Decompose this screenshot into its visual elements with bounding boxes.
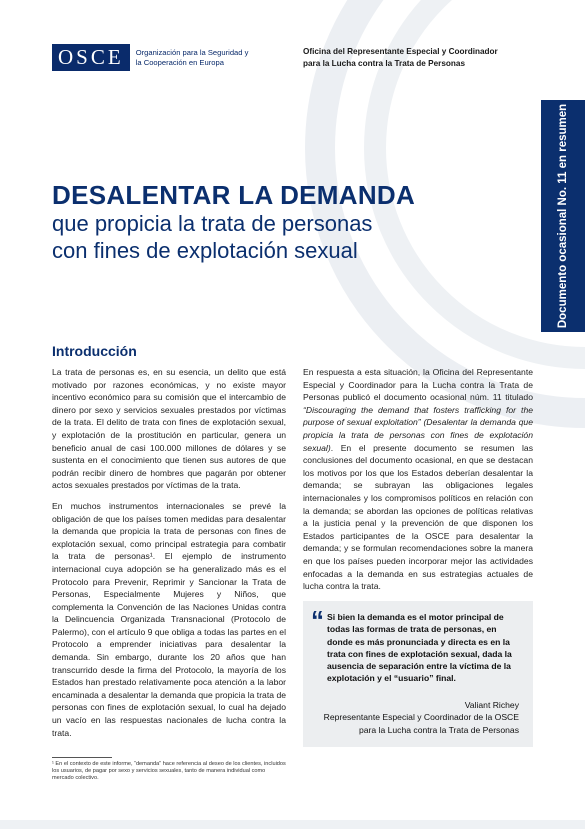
title-main: DESALENTAR LA DEMANDA xyxy=(52,180,416,210)
quote-attribution xyxy=(319,699,519,736)
quote-role: Representante Especial y Coordinador de la OSCE xyxy=(323,712,519,723)
title-sub-2: con fines de explotación sexual xyxy=(52,238,358,263)
pull-quote xyxy=(303,601,533,747)
organization-name: Organización para la Seguridad y la Cooperación en Europa xyxy=(135,48,249,67)
paragraph: En muchos instrumentos internacionales se prevé la obligación de que los países tomen medidas para desalentar la demanda que propicia la trata de personas con fines de explotación sexual, como principal estrategia para combatir la trata de personas¹. El ejemplo de instrumento internacional cuya adopción se ha generalizado más es el Protocolo para Prevenir, Reprimir y Sancionar la Trata de Personas, Especialmente Mujeres y Niños, que complementa la Convención de las Naciones Unidas contra la Delincuencia Organizada Transnacional (Protocolo de Palermo), con el artículo 9 que obliga a todas las partes en el Protocolo a emprender iniciativas para desalentar la demanda. Sin embargo, durante los 20 años que han transcurrido desde la firma del Protocolo, la mayoría de los Estados han prestado relativamente poca atención a la labor encaminada a desalentar la demanda que propicia la trata de personas con fines de explotación sexual, lo cual ha dejado un vacío en las respuestas nacionales de lucha contra la trata. xyxy=(52,500,286,738)
side-tab-label: Documento ocasional No. 11 en resumen xyxy=(557,103,569,329)
side-tab xyxy=(541,100,585,332)
section-heading: Introducción xyxy=(52,343,137,359)
footnote-rule xyxy=(52,757,112,758)
document-title xyxy=(52,180,502,264)
osce-logo xyxy=(52,44,256,71)
column-left xyxy=(52,366,286,747)
footnote xyxy=(52,757,286,782)
office-title: Oficina del Representante Especial y Coordinador para la Lucha contra la Trata de Personas xyxy=(303,47,498,68)
quote-mark-icon: “ xyxy=(311,605,324,635)
bottom-band xyxy=(0,820,585,829)
quote-author: Valiant Richey xyxy=(464,700,519,710)
column-right xyxy=(303,366,533,601)
osce-logo-mark: OSCE xyxy=(52,44,130,71)
paragraph: La trata de personas es, en su esencia, un delito que está motivado por razones económicas, y no existe mayor incentivo económico para su comisión que el intercambio de dinero por sexo y servicios sexuales prestados por víctimas de la trata. El delito de trata con fines de explotación sexual, y explotación de la prostitución en particular, genera un beneficio anual de casi 100.000 millones de dólares y se sustenta en el conocimiento que tienen sus autores de que podrán recibir dinero de hombres que pagarán por obtener actos sexuales prestados por víctimas de la trata. xyxy=(52,367,286,491)
footnote-text: ¹ En el contexto de este informe, “demanda” hace referencia al deseo de los clientes, incluidos los usuarios, de pagar por sexo y servicios sexuales, tanto de manera individual como mercado colectivo. xyxy=(52,761,286,781)
quote-text: Si bien la demanda es el motor principal de todas las formas de trata de personas, en donde es más pronunciada y directa es en la trata con fines de explotación sexual, dada la ausencia de separación entre la víctima de la explotación y el “usuario” final. xyxy=(327,612,512,684)
paragraph: En respuesta a esta situación, la Oficina del Representante Especial y Coordinador para la Lucha contra la Trata de Personas publicó el documento ocasional núm. 11 titulado “Discouraging the demand that fosters trafficking for the purpose of sexual exploitation” (Desalentar la demanda que propicia la trata de personas con fines de explotación sexual). En el presente documento se resumen las conclusiones del documento ocasional, en que se destacan los motivos por los que los Estados deberían desalentar la demanda; se subrayan las obligaciones legales internacionales y los compromisos políticos en relación con la demanda; se abordan las opciones de políticas relativas a la justicia penal y la prevención de que disponen los Estados participantes de la OSCE para desalentar la demanda; y se formulan recomendaciones sobre la manera en que los países pueden incorporar mejor las actividades enfocadas a la demanda en sus estrategias actuales de lucha contra la trata. xyxy=(303,367,533,592)
quote-role: para la Lucha contra la Trata de Personas xyxy=(358,724,519,735)
title-sub-1: que propicia la trata de personas xyxy=(52,211,373,236)
